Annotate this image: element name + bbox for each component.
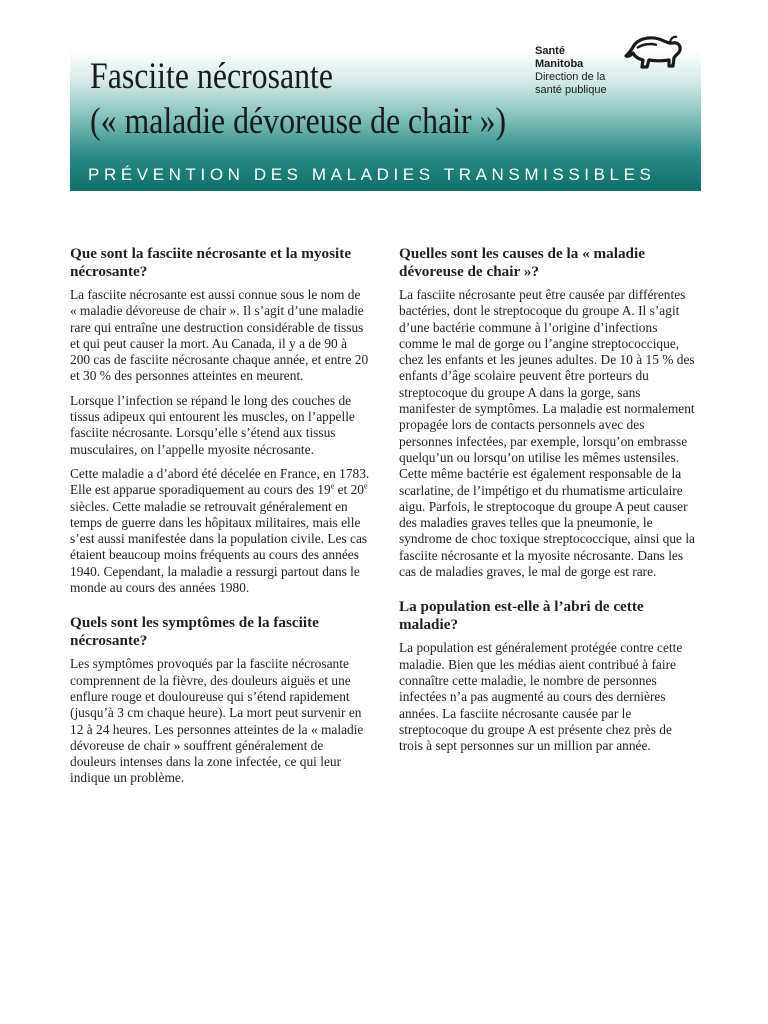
- paragraph-text: Cette maladie a d’abord été décelée en France, en 1783. Elle est apparue sporadiquement au cours des 19: [70, 465, 370, 498]
- paragraph: Lorsque l’infection se répand le long des couches de tissus adipeux qui entourent les muscles, on l’appelle fasciite nécrosante. Lorsqu’elle s’étend aux tissus musculaires, on l’appelle myosite nécrosante.: [70, 392, 355, 457]
- section-causes: [399, 245, 699, 580]
- title-line-2: (« maladie dévoreuse de chair »): [90, 101, 507, 142]
- paragraph: Les symptômes provoqués par la fasciite nécrosante comprennent de la fièvre, des douleurs aiguës et une enflure rouge et douloureuse qui s’étend rapidement (jusqu’à 3 cm chaque heure). La mort peut survenir en 12 à 24 heures. Les personnes atteintes de la « maladie dévoreuse de chair » souffrent généralement de douleurs intenses dans la zone infectée, ce qui leur indique un problème.: [70, 656, 364, 786]
- section-heading: Que sont la fasciite nécrosante et la myosite nécrosante?: [70, 245, 352, 280]
- paragraph-text: siècles. Cette maladie se retrouvait généralement en temps de guerre dans les hôpitaux militaires, mais elle s’est aussi manifestée dans la population civile. Les cas étaient beaucoup moins fréquents au cours des années 1940. Cependant, la maladie a ressurgi partout dans le monde au cours des années 1980.: [70, 498, 368, 596]
- paragraph: La population est généralement protégée contre cette maladie. Bien que les médias aient contribué à faire connaître cette maladie, le nombre de personnes infectées n’a pas augmenté au cours des dernières années. La fasciite nécrosante causée par le streptocoque du groupe A est présente chez près de trois à sept personnes sur un million par année.: [399, 640, 683, 754]
- org-name-line-2: Manitoba: [535, 58, 584, 70]
- paragraph: La fasciite nécrosante peut être causée par différentes bactéries, dont le streptocoque du groupe A. Il s’agit d’une bactérie commune à l’origine d’infections comme le mal de gorge ou l’angine streptococcique, chez les enfants et les jeunes adultes. De 10 à 15 % des enfants d’âge scolaire peuvent être porteurs du streptocoque du groupe A dans la gorge, sans manifester de symptômes. La maladie est normalement propagée lors de contacts personnels avec des personnes infectées, par exemple, lorsqu’on embrasse quelqu’un ou lorsqu’on utilise les mêmes ustensiles. Cette même bactérie est également responsable de la scarlatine, de l’impétigo et du rhumatisme articulaire aigu. Parfois, le streptocoque du groupe A peut causer des maladies graves telles que la pneumonie, le syndrome de choc toxique streptococcique, ainsi que la fasciite nécrosante et la myosite nécrosante. Dans les cas de maladies graves, le mal de gorge est rare.: [399, 287, 695, 580]
- paragraph-text: et 20: [334, 482, 364, 498]
- section-symptoms: [70, 614, 370, 786]
- left-column: [70, 245, 370, 795]
- org-dept-line-2: santé publique: [535, 84, 607, 96]
- section-population: [399, 598, 699, 754]
- title-line-1: Fasciite nécrosante: [90, 56, 333, 97]
- section-heading: La population est-elle à l’abri de cette maladie?: [399, 598, 644, 634]
- section-what-is: [70, 245, 370, 596]
- section-heading: Quels sont les symptômes de la fasciite nécrosante?: [70, 614, 319, 650]
- paragraph: [70, 466, 370, 596]
- superscript: e: [330, 481, 335, 491]
- section-heading: Quelles sont les causes de la « maladie dévoreuse de chair »?: [399, 245, 645, 280]
- org-dept-line-1: Direction de la: [535, 71, 606, 83]
- superscript: e: [363, 481, 368, 491]
- organization-block: [535, 45, 607, 97]
- right-column: [399, 245, 699, 762]
- paragraph: La fasciite nécrosante est aussi connue sous le nom de « maladie dévoreuse de chair ». Il s’agit d’une maladie rare qui entraîne une destruction considérable de tissus et qui peut causer la mort. Au Canada, il y a de 90 à 200 cas de fasciite nécrosante chaque année, et entre 20 et 30 % des personnes atteintes en meurent.: [70, 287, 369, 384]
- header-subtitle: PRÉVENTION DES MALADIES TRANSMISSIBLES: [88, 165, 656, 184]
- document-title: [90, 54, 506, 144]
- org-name-line-1: Santé: [535, 45, 565, 57]
- header-band: [70, 27, 701, 191]
- bison-icon: [623, 33, 685, 75]
